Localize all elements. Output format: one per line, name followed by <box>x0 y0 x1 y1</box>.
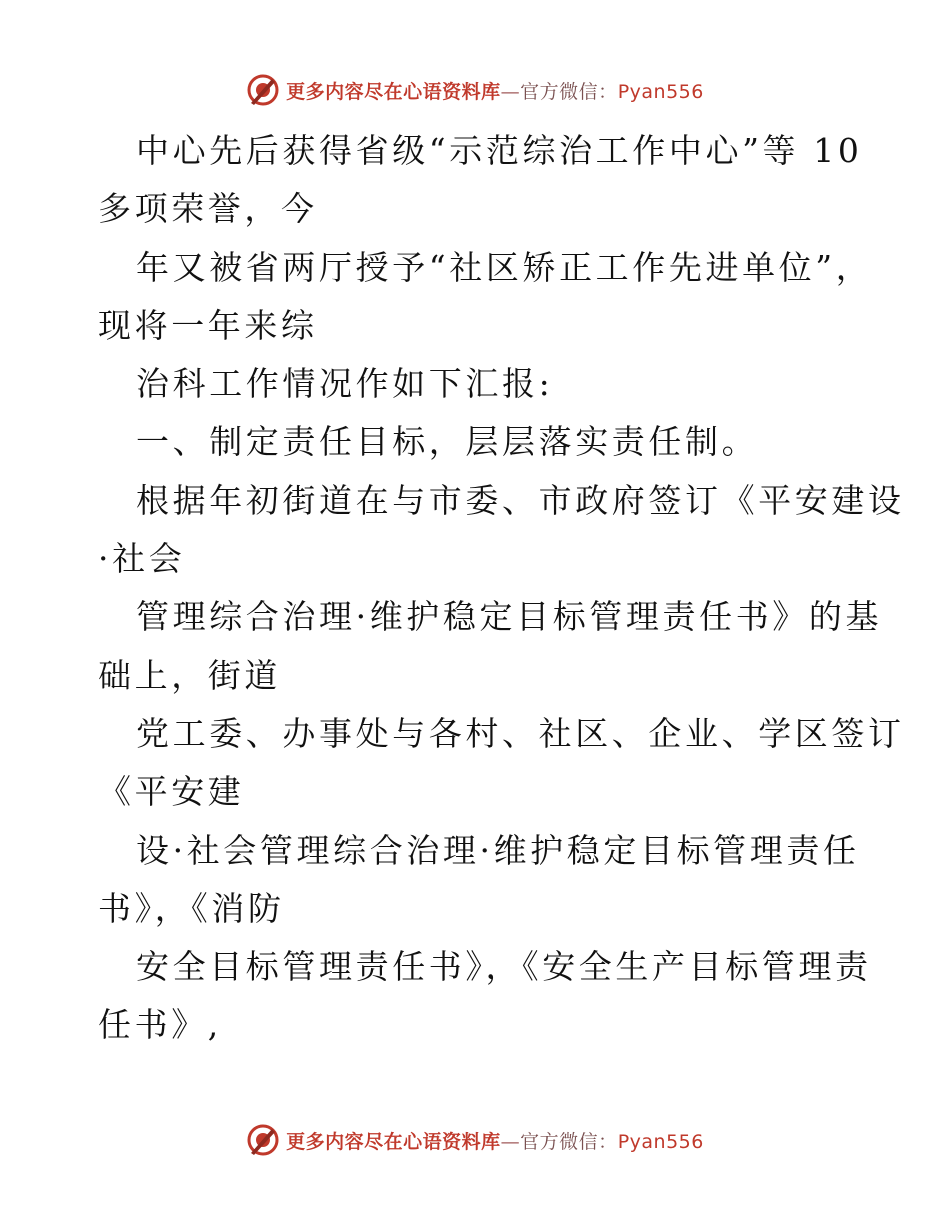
quill-seal-icon <box>246 1123 280 1157</box>
paragraph-line: 治科工作情况作如下汇报: <box>136 364 554 404</box>
paragraph-line: 安全目标管理责任书》，《安全生产目标管理责 <box>136 947 872 987</box>
quill-seal-icon <box>246 73 280 107</box>
banner-dash: — <box>500 1130 521 1153</box>
banner-site-name: 更多内容尽在心语资料库 <box>286 1130 501 1153</box>
banner-text <box>286 77 704 104</box>
paragraph-line: 党工委、办事处与各村、社区、企业、学区签订 <box>136 713 905 753</box>
paragraph-line: 设·社会管理综合治理·维护稳定目标管理责任 <box>136 830 860 870</box>
paragraph-line: ·社会 <box>98 539 186 579</box>
paragraph-line: 根据年初街道在与市委、市政府签订《平安建设 <box>136 480 905 520</box>
paragraph-line: 础上，街道 <box>98 655 281 695</box>
paragraph-line: 任书》, <box>98 1005 222 1045</box>
banner-wechat-label: 官方微信： <box>520 80 618 103</box>
paragraph-line: 《平安建 <box>98 772 245 812</box>
banner-site-name: 更多内容尽在心语资料库 <box>286 80 501 103</box>
banner-wechat-id: Pyan556 <box>617 80 704 103</box>
banner-dash: — <box>500 80 521 103</box>
banner-wechat-label: 官方微信： <box>520 1130 618 1153</box>
paragraph-line: 现将一年来综 <box>98 305 318 345</box>
paragraph-line: 多项荣誉，今 <box>98 189 318 229</box>
paragraph-line: 管理综合治理·维护稳定目标管理责任书》的基 <box>136 597 883 637</box>
banner-wechat-id: Pyan556 <box>617 1130 704 1153</box>
paragraph-line: 年又被省两厅授予“社区矫正工作先进单位”， <box>136 247 873 287</box>
paragraph-line: 一、制定责任目标，层层落实责任制。 <box>136 422 759 462</box>
paragraph-line: 书》，《消防 <box>98 888 285 928</box>
document-body <box>98 122 905 1055</box>
banner-text <box>286 1127 704 1154</box>
header-banner <box>0 70 950 110</box>
footer-banner <box>0 1120 950 1160</box>
paragraph-line: 中心先后获得省级“示范综治工作中心”等 10 <box>136 131 863 170</box>
